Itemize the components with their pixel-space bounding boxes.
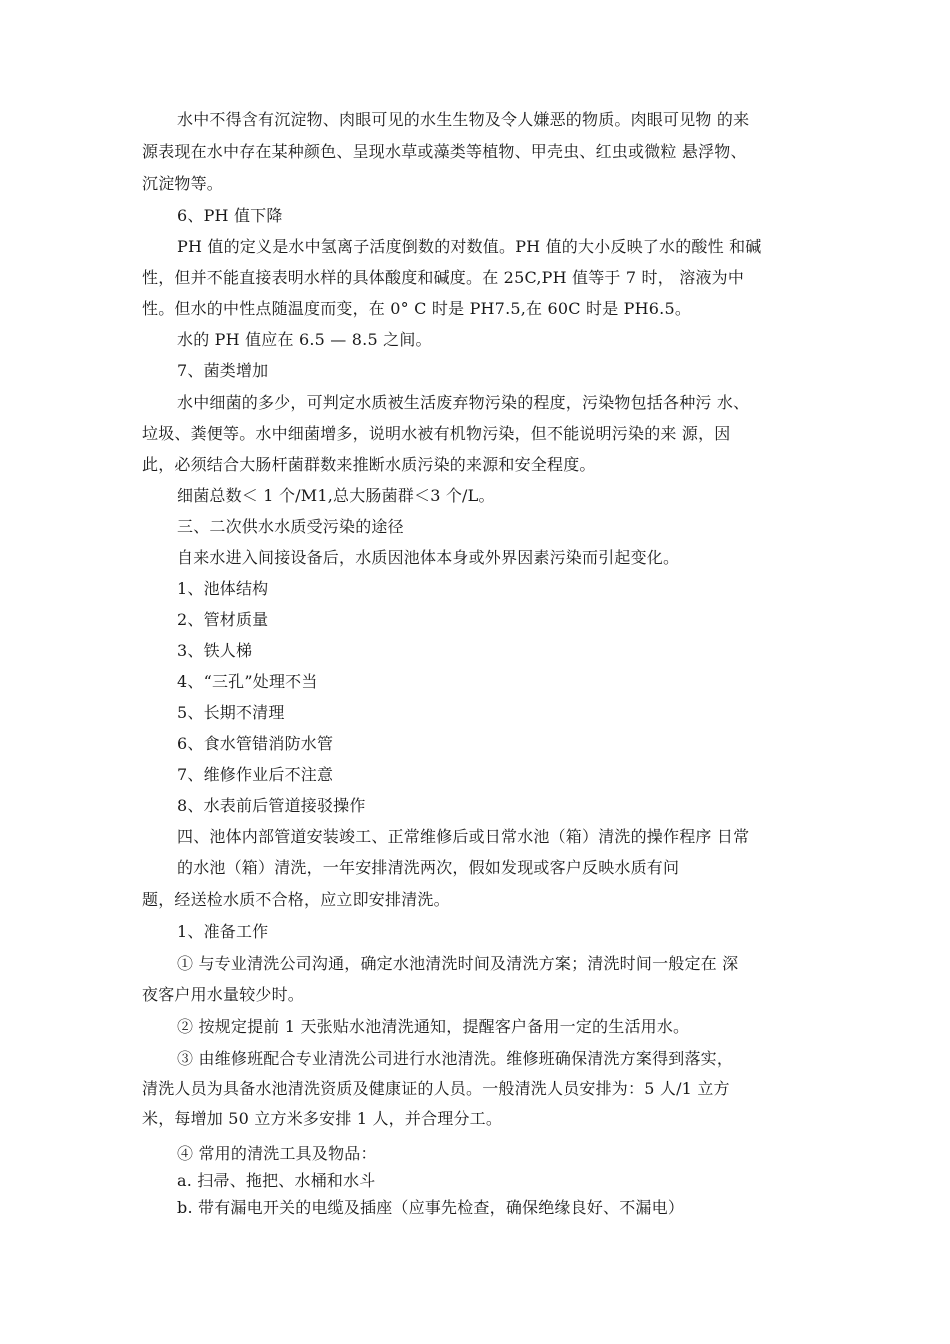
list-item: 1、池体结构 xyxy=(177,579,269,598)
section-heading: 四、池体内部管道安装竣工、正常维修后或日常水池（箱）清洗的操作程序 日常 xyxy=(177,827,750,846)
list-item: 2、管材质量 xyxy=(177,610,269,629)
list-item: 6、食水管错消防水管 xyxy=(177,734,334,753)
paragraph-line: 米，每增加 50 立方米多安排 1 人，并合理分工。 xyxy=(142,1109,503,1128)
paragraph-line: 水中细菌的多少，可判定水质被生活废弃物污染的程度，污染物包括各种污 水、 xyxy=(177,393,750,412)
section-heading: 1、准备工作 xyxy=(177,922,269,941)
paragraph-line: ④ 常用的清洗工具及物品： xyxy=(177,1144,377,1163)
paragraph-line: 夜客户用水量较少时。 xyxy=(142,985,305,1004)
list-item: 5、长期不清理 xyxy=(177,703,285,722)
section-heading: 6、PH 值下降 xyxy=(177,206,283,225)
paragraph-line: 性，但并不能直接表明水样的具体酸度和碱度。在 25C,PH 值等于 7 时， 溶液为中 xyxy=(142,268,745,287)
paragraph-line: ① 与专业清洗公司沟通，确定水池清洗时间及清洗方案；清洗时间一般定在 深 xyxy=(177,954,739,973)
paragraph-line: 题，经送检水质不合格，应立即安排清洗。 xyxy=(142,890,450,909)
paragraph-line: PH 值的定义是水中氢离子活度倒数的对数值。PH 值的大小反映了水的酸性 和碱 xyxy=(177,237,762,256)
section-heading: 7、菌类增加 xyxy=(177,361,269,380)
list-item: a. 扫帚、拖把、水桶和水斗 xyxy=(177,1171,376,1190)
paragraph-line: 水的 PH 值应在 6.5 — 8.5 之间。 xyxy=(177,330,432,349)
paragraph-line: 源表现在水中存在某种颜色、呈现水草或藻类等植物、甲壳虫、红虫或微粒 悬浮物、 xyxy=(142,142,747,161)
section-heading: 三、二次供水水质受污染的途径 xyxy=(177,517,404,536)
paragraph-line: 自来水进入间接设备后，水质因池体本身或外界因素污染而引起变化。 xyxy=(177,548,680,567)
list-item: 3、铁人梯 xyxy=(177,641,253,660)
paragraph-line: 垃圾、粪便等。水中细菌增多，说明水被有机物污染，但不能说明污染的来 源，因 xyxy=(142,424,731,443)
list-item: b. 带有漏电开关的电缆及插座（应事先检查，确保绝缘良好、不漏电） xyxy=(177,1198,685,1217)
paragraph-line: 的水池（箱）清洗，一年安排清洗两次，假如发现或客户反映水质有问 xyxy=(177,858,680,877)
list-item: 4、“三孔”处理不当 xyxy=(177,672,318,691)
paragraph-line: 清洗人员为具备水池清洗资质及健康证的人员。一般清洗人员安排为：5 人/1 立方 xyxy=(142,1079,730,1098)
paragraph-line: ③ 由维修班配合专业清洗公司进行水池清洗。维修班确保清洗方案得到落实， xyxy=(177,1049,734,1068)
paragraph-line: ② 按规定提前 1 天张贴水池清洗通知，提醒客户备用一定的生活用水。 xyxy=(177,1017,690,1036)
paragraph-line: 细菌总数＜ 1 个/M1,总大肠菌群＜3 个/L。 xyxy=(177,486,495,505)
paragraph-line: 此，必须结合大肠杆菌群数来推断水质污染的来源和安全程度。 xyxy=(142,455,596,474)
paragraph-line: 水中不得含有沉淀物、肉眼可见的水生生物及令人嫌恶的物质。肉眼可见物 的来 xyxy=(177,110,750,129)
list-item: 8、水表前后管道接驳操作 xyxy=(177,796,366,815)
list-item: 7、维修作业后不注意 xyxy=(177,765,334,784)
paragraph-line: 性。但水的中性点随温度而变，在 0° C 时是 PH7.5,在 60C 时是 PH6.5。 xyxy=(142,299,692,318)
paragraph-line: 沉淀物等。 xyxy=(142,174,224,193)
